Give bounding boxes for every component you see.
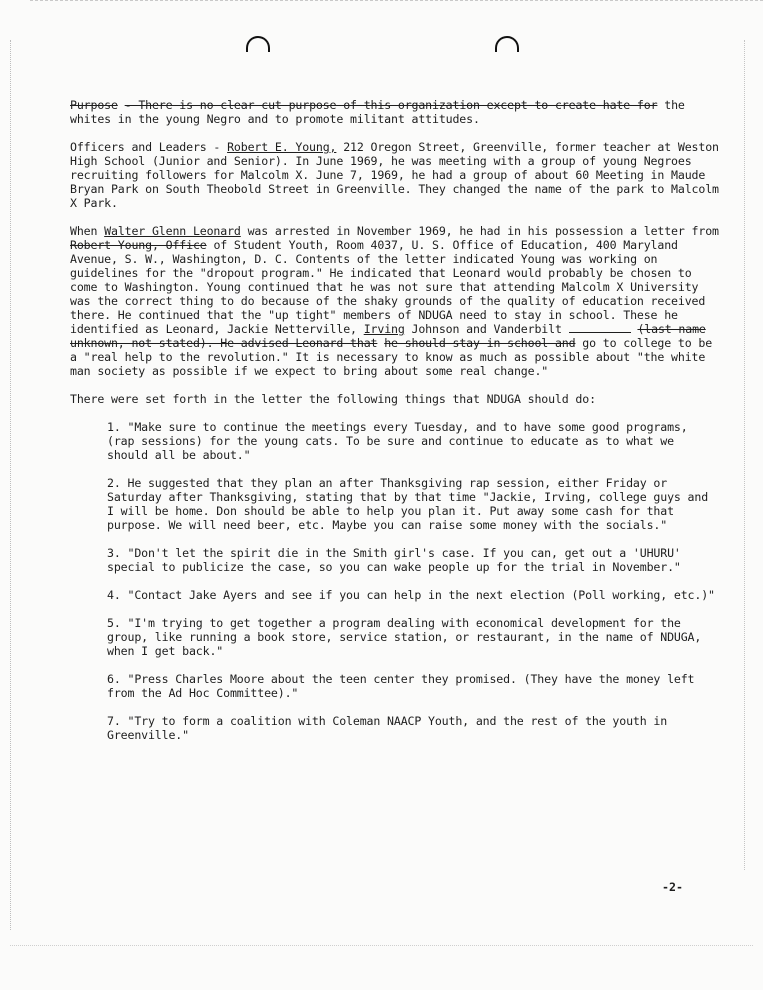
list-item: 5. "I'm trying to get together a program dealing with economical development for the group, like running a book store, service station, or restaurant, in the name of NDUGA, when I get back.": [107, 616, 702, 658]
officers-paragraph: [70, 140, 720, 210]
arrest-text-7: go to college to be a "real help to the revolution." It is necessary to know as much as possible about "the white man society as possible if we expect to bring about some real change.": [70, 336, 713, 378]
intro-paragraph: There were set forth in the letter the following things that NDUGA should do:: [70, 392, 596, 406]
list-item: 7. "Try to form a coalition with Coleman NAACP Youth, and the rest of the youth in Greenville.": [107, 714, 668, 742]
arrest-text-5: (last name unknown, not stated). He advised Leonard that: [70, 322, 706, 350]
page-number: -2-: [662, 880, 683, 894]
scan-edge-bottom: [10, 945, 753, 946]
list-item: 4. "Contact Jake Ayers and see if you can help in the next election (Poll working, etc.)": [107, 588, 715, 602]
scan-edge-left: [10, 40, 11, 930]
officers-text: 212 Oregon Street, Greenville, former teacher at Weston High School (Junior and Senior). In June 1969, he was meeting with a group of young Negroes recruiting followers for Malcolm X. June 7, 1969, he had a group of about 60 Meeting in Maude Bryan Park on South Theobold Street in Greenville. They changed the name of the park to Malcolm X Park.: [70, 140, 719, 210]
list-item: 2. He suggested that they plan an after Thanksgiving rap session, either Friday or Saturday after Thanksgiving, stating that by that time "Jackie, Irving, college guys and I will be home. Don should be able to help you plan it. Put away some cash for that purpose. We will need beer, etc. Maybe you can raise some money with the socials.": [107, 476, 709, 532]
document-body: [70, 98, 720, 756]
officers-lead: Officers and Leaders -: [70, 140, 228, 154]
arrest-text-3: of Student Youth, Room 4037, U. S. Office of Education, 400 Maryland Avenue, S. W., Washington, D. C. Contents of the letter indicated Young was working on guidelines for the "dropout program." He indicated that Leonard would probably be chosen to come to Washington. Young continued that he was not sure that attending Malcolm X University was the correct thing to do because of the shaky grounds of the quality of education received there. He continued that the "up tight" members of NDUGA need to stay in school. These he identified as Leonard, Jackie Netterville,: [70, 238, 706, 336]
list-item: 3. "Don't let the spirit die in the Smith girl's case. If you can, get out a 'UHURU' special to publicize the case, so you can wake people up for the trial in November.": [107, 546, 681, 574]
list-item: 6. "Press Charles Moore about the teen center they promised. (They have the money left from the Ad Hoc Committee).": [107, 672, 695, 700]
arrested-name: Walter Glenn Leonard: [104, 224, 241, 238]
purpose-paragraph: [70, 98, 720, 126]
scan-edge-right: [744, 40, 745, 870]
blank-line: [569, 322, 631, 333]
punch-hole-mark-left: [246, 36, 270, 52]
arrest-paragraph: [70, 224, 720, 378]
arrest-text-4: Johnson and Vanderbilt: [404, 322, 569, 336]
arrest-text-1: When: [70, 224, 105, 238]
list-item: 1. "Make sure to continue the meetings every Tuesday, and to have some good programs, (rap sessions) for the young cats. To be sure and continue to educate as to what we should all be about.": [107, 420, 688, 462]
purpose-text: the whites in the young Negro and to promote militant attitudes.: [70, 98, 685, 126]
arrest-text-6: he should stay in school and: [384, 336, 576, 350]
officer-name: Robert E. Young,: [227, 140, 337, 154]
arrest-text-2: was arrested in November 1969, he had in his possession a letter from: [240, 224, 719, 238]
irving-name: Irving: [363, 322, 405, 336]
purpose-struck-text: - There is no clear cut purpose of this organization except to create hate for: [124, 98, 658, 112]
purpose-heading: Purpose: [70, 98, 118, 112]
recommendation-list: [70, 420, 720, 742]
scan-edge-top: [30, 0, 763, 1]
letter-sender: Robert Young, Office: [70, 238, 207, 252]
punch-hole-mark-right: [495, 36, 519, 52]
